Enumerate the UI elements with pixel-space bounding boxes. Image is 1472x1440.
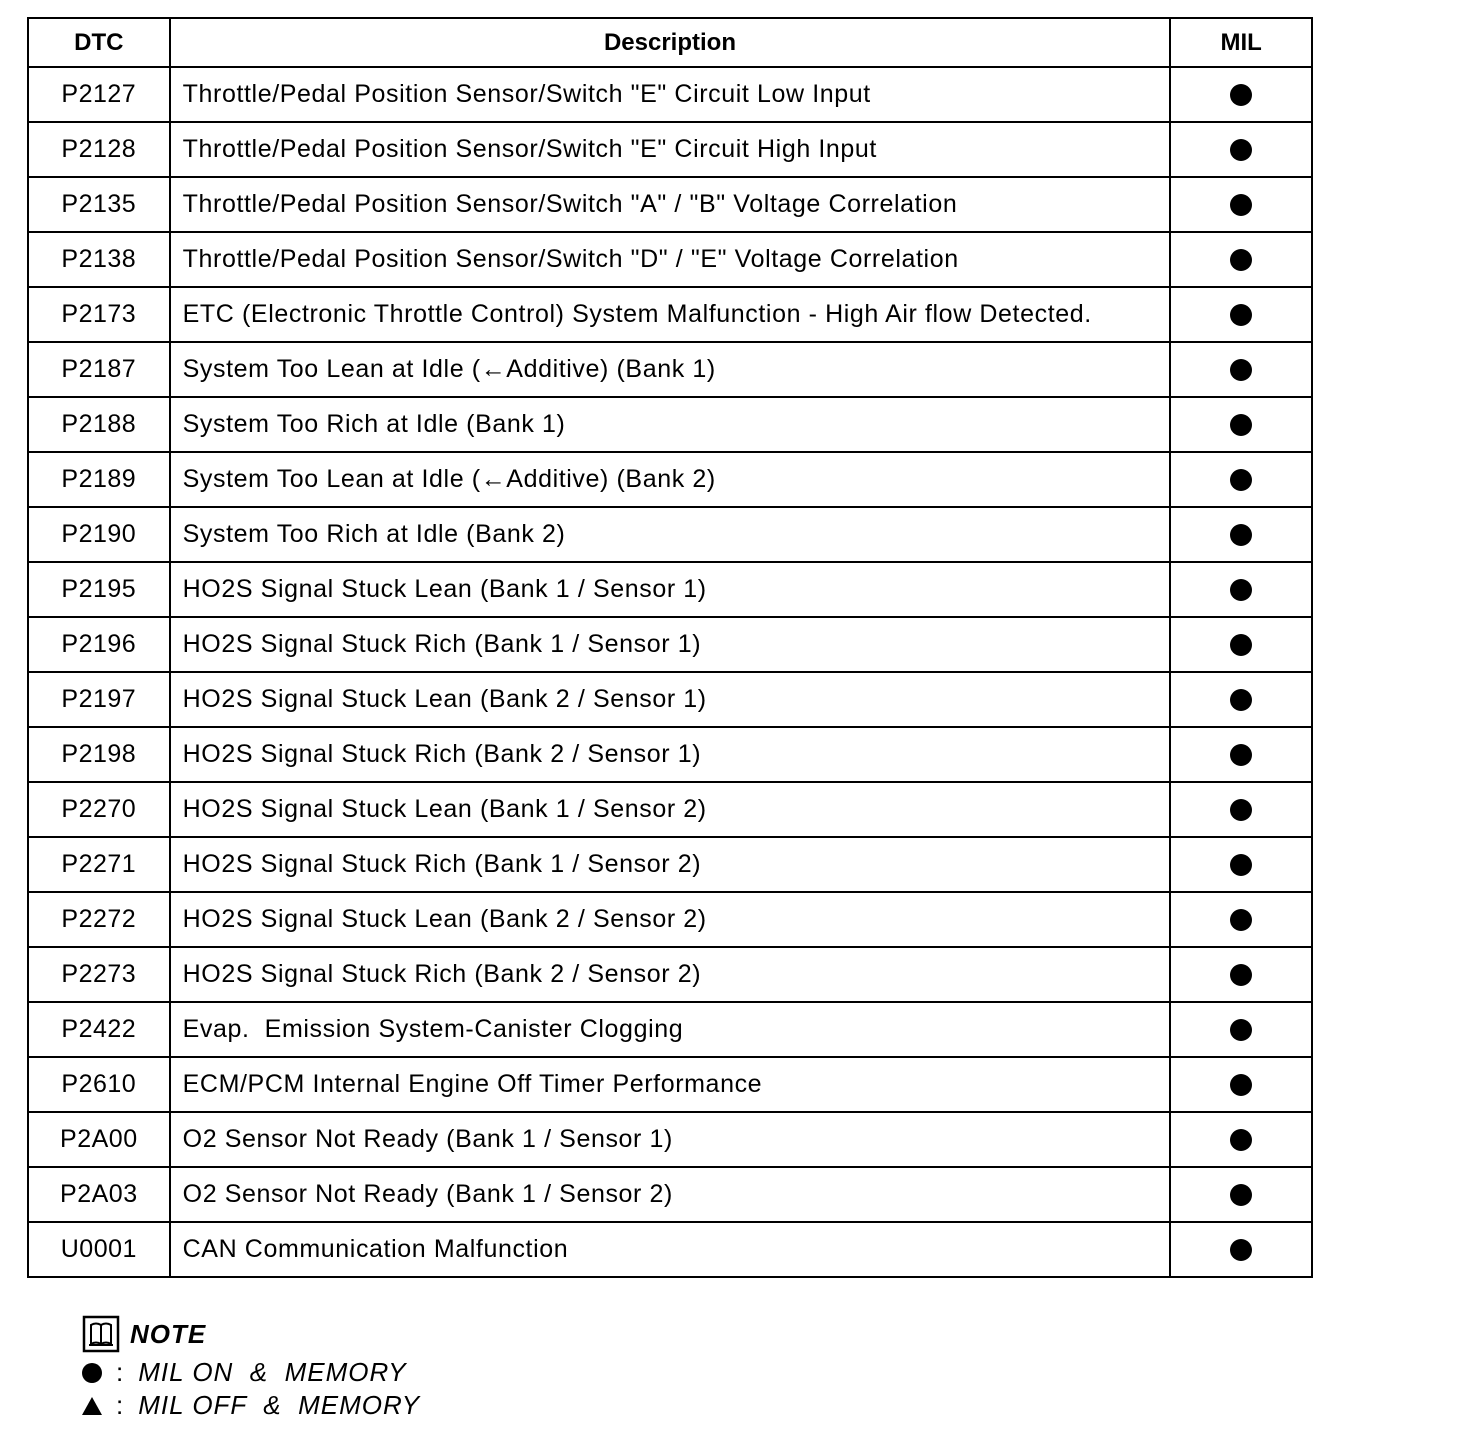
dtc-code: P2195	[28, 562, 170, 617]
dtc-description: Throttle/Pedal Position Sensor/Switch "A" / "B" Voltage Correlation	[170, 177, 1171, 232]
dtc-description: HO2S Signal Stuck Rich (Bank 1 / Sensor 2)	[170, 837, 1171, 892]
dtc-description: System Too Rich at Idle (Bank 1)	[170, 397, 1171, 452]
filled-circle-icon	[1230, 1129, 1252, 1151]
dtc-description: Throttle/Pedal Position Sensor/Switch "E" Circuit High Input	[170, 122, 1171, 177]
table-row	[28, 1167, 1312, 1222]
dtc-code: P2173	[28, 287, 170, 342]
filled-circle-icon	[1230, 579, 1252, 601]
mil-indicator	[1170, 617, 1312, 672]
mil-indicator	[1170, 1002, 1312, 1057]
mil-indicator	[1170, 947, 1312, 1002]
filled-circle-icon	[1230, 799, 1252, 821]
filled-circle-icon	[1230, 139, 1252, 161]
table-row	[28, 892, 1312, 947]
filled-circle-icon	[1230, 1184, 1252, 1206]
dtc-description: HO2S Signal Stuck Lean (Bank 1 / Sensor 2)	[170, 782, 1171, 837]
table-row	[28, 397, 1312, 452]
dtc-code: P2422	[28, 1002, 170, 1057]
mil-indicator	[1170, 1222, 1312, 1277]
filled-circle-icon	[1230, 304, 1252, 326]
filled-circle-icon	[1230, 964, 1252, 986]
dtc-code: P2190	[28, 507, 170, 562]
table-row	[28, 232, 1312, 287]
dtc-code: P2127	[28, 67, 170, 122]
legend-separator: :	[116, 1390, 125, 1420]
mil-indicator	[1170, 782, 1312, 837]
dtc-code: P2188	[28, 397, 170, 452]
table-row	[28, 452, 1312, 507]
table-header-row	[28, 18, 1312, 67]
dtc-description: HO2S Signal Stuck Lean (Bank 1 / Sensor 1)	[170, 562, 1171, 617]
dtc-description: Evap. Emission System-Canister Clogging	[170, 1002, 1171, 1057]
table-row	[28, 67, 1312, 122]
dtc-description: HO2S Signal Stuck Rich (Bank 2 / Sensor 1)	[170, 727, 1171, 782]
dtc-code: P2189	[28, 452, 170, 507]
dtc-description: ECM/PCM Internal Engine Off Timer Performance	[170, 1057, 1171, 1112]
dtc-description: HO2S Signal Stuck Lean (Bank 2 / Sensor 2)	[170, 892, 1171, 947]
mil-indicator	[1170, 342, 1312, 397]
table-row	[28, 177, 1312, 232]
table-row	[28, 122, 1312, 177]
filled-circle-icon	[1230, 689, 1252, 711]
header-description: Description	[170, 18, 1171, 67]
dtc-description: CAN Communication Malfunction	[170, 1222, 1171, 1277]
filled-circle-icon	[1230, 1239, 1252, 1261]
dtc-code: P2A00	[28, 1112, 170, 1167]
book-icon	[82, 1315, 120, 1353]
table-row	[28, 1002, 1312, 1057]
filled-circle-icon	[1230, 1019, 1252, 1041]
dtc-code: P2273	[28, 947, 170, 1002]
dtc-code: P2138	[28, 232, 170, 287]
mil-indicator	[1170, 452, 1312, 507]
dtc-code: P2271	[28, 837, 170, 892]
mil-indicator	[1170, 507, 1312, 562]
dtc-description: System Too Lean at Idle (←Additive) (Bank 2)	[170, 452, 1171, 507]
mil-indicator	[1170, 67, 1312, 122]
filled-circle-icon	[1230, 249, 1252, 271]
dtc-description: ETC (Electronic Throttle Control) System Malfunction - High Air flow Detected.	[170, 287, 1171, 342]
table-row	[28, 947, 1312, 1002]
dtc-code: P2128	[28, 122, 170, 177]
dtc-table	[27, 17, 1313, 1278]
mil-indicator	[1170, 892, 1312, 947]
table-row	[28, 672, 1312, 727]
legend-mil-on	[82, 1356, 420, 1389]
dtc-code: P2610	[28, 1057, 170, 1112]
dtc-description: HO2S Signal Stuck Rich (Bank 1 / Sensor 1)	[170, 617, 1171, 672]
table-row	[28, 287, 1312, 342]
note-title: NOTE	[130, 1318, 207, 1349]
header-dtc: DTC	[28, 18, 170, 67]
mil-indicator	[1170, 1167, 1312, 1222]
dtc-description: System Too Lean at Idle (←Additive) (Bank 1)	[170, 342, 1171, 397]
mil-indicator	[1170, 232, 1312, 287]
table-row	[28, 1112, 1312, 1167]
dtc-description: O2 Sensor Not Ready (Bank 1 / Sensor 1)	[170, 1112, 1171, 1167]
dtc-description: Throttle/Pedal Position Sensor/Switch "D" / "E" Voltage Correlation	[170, 232, 1171, 287]
filled-circle-icon	[1230, 854, 1252, 876]
mil-indicator	[1170, 727, 1312, 782]
dtc-description: System Too Rich at Idle (Bank 2)	[170, 507, 1171, 562]
legend-separator: :	[116, 1357, 125, 1387]
mil-indicator	[1170, 562, 1312, 617]
filled-circle-icon	[1230, 194, 1252, 216]
dtc-code: P2198	[28, 727, 170, 782]
table-row	[28, 342, 1312, 397]
header-mil: MIL	[1170, 18, 1312, 67]
table-row	[28, 562, 1312, 617]
dtc-description: Throttle/Pedal Position Sensor/Switch "E" Circuit Low Input	[170, 67, 1171, 122]
table-row	[28, 617, 1312, 672]
filled-circle-icon	[1230, 469, 1252, 491]
filled-circle-icon	[1230, 524, 1252, 546]
table-row	[28, 1057, 1312, 1112]
dtc-code: P2187	[28, 342, 170, 397]
mil-indicator	[1170, 672, 1312, 727]
note-header	[82, 1312, 420, 1356]
legend-text: MIL OFF & MEMORY	[138, 1390, 421, 1420]
note-section	[82, 1312, 420, 1422]
table-row	[28, 782, 1312, 837]
filled-circle-icon	[1230, 359, 1252, 381]
dtc-code: P2197	[28, 672, 170, 727]
mil-indicator	[1170, 177, 1312, 232]
table-body	[28, 67, 1312, 1277]
dtc-code: P2135	[28, 177, 170, 232]
legend-mil-off	[82, 1389, 420, 1422]
dtc-description: O2 Sensor Not Ready (Bank 1 / Sensor 2)	[170, 1167, 1171, 1222]
filled-circle-icon	[1230, 84, 1252, 106]
filled-circle-icon	[82, 1363, 102, 1383]
mil-indicator	[1170, 837, 1312, 892]
filled-circle-icon	[1230, 634, 1252, 656]
dtc-code: U0001	[28, 1222, 170, 1277]
dtc-description: HO2S Signal Stuck Rich (Bank 2 / Sensor 2)	[170, 947, 1171, 1002]
filled-circle-icon	[1230, 744, 1252, 766]
mil-indicator	[1170, 1057, 1312, 1112]
dtc-code: P2272	[28, 892, 170, 947]
mil-indicator	[1170, 122, 1312, 177]
filled-circle-icon	[1230, 414, 1252, 436]
table-row	[28, 727, 1312, 782]
filled-circle-icon	[1230, 909, 1252, 931]
table-row	[28, 1222, 1312, 1277]
table-row	[28, 507, 1312, 562]
table-row	[28, 837, 1312, 892]
mil-indicator	[1170, 1112, 1312, 1167]
legend-text: MIL ON & MEMORY	[138, 1357, 407, 1387]
mil-indicator	[1170, 397, 1312, 452]
filled-triangle-icon	[82, 1397, 102, 1415]
dtc-code: P2270	[28, 782, 170, 837]
dtc-description: HO2S Signal Stuck Lean (Bank 2 / Sensor 1)	[170, 672, 1171, 727]
filled-circle-icon	[1230, 1074, 1252, 1096]
dtc-code: P2A03	[28, 1167, 170, 1222]
dtc-code: P2196	[28, 617, 170, 672]
mil-indicator	[1170, 287, 1312, 342]
